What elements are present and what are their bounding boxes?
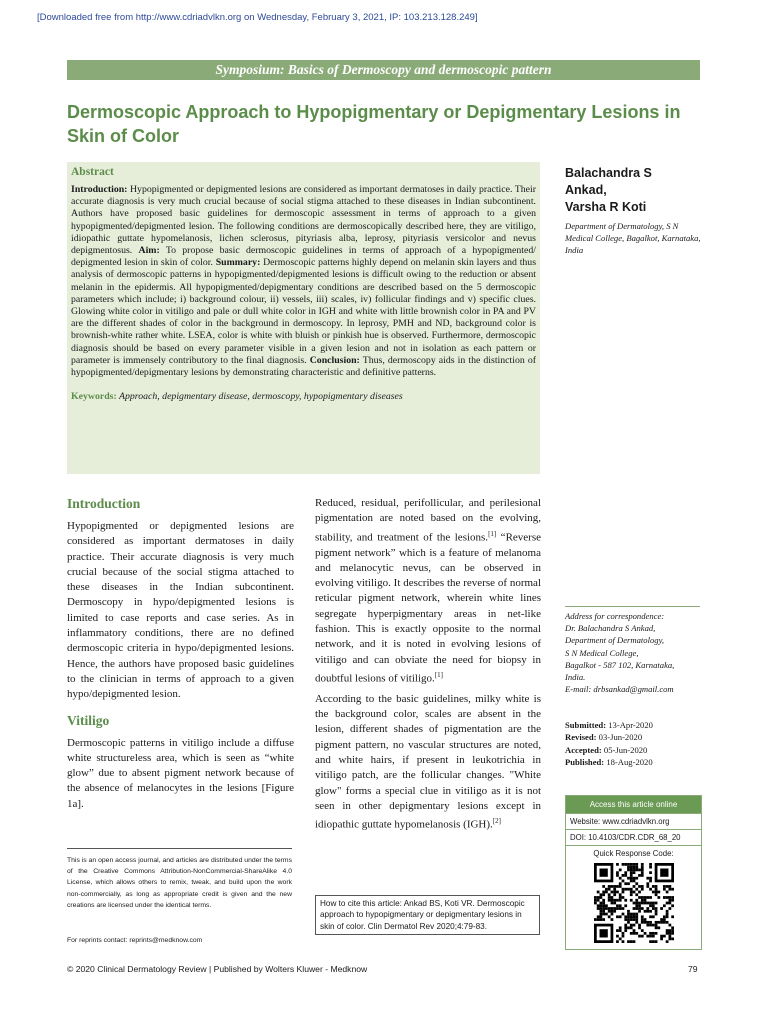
date-submitted — [565, 719, 653, 731]
article-dates — [565, 719, 653, 769]
abstract-text — [71, 184, 536, 379]
correspondence-email: E-mail: drbsankad@gmail.com — [565, 684, 674, 695]
correspondence-label: Address for correspondence: — [565, 611, 665, 621]
introduction-heading: Introduction — [67, 496, 141, 511]
license-note: This is an open access journal, and articles are distributed under the terms of the Creative Commons Attribution-NonCommercial-ShareAlike 4.0 License, which allows others to remix, tweak, and build upon the work non-commercially, as long as appropriate credit is given and the new creations are licensed under the identical terms. — [67, 848, 292, 911]
vitiligo-text: Dermoscopic patterns in vitiligo include a diffuse white structureless area, which is seen as “white glow” due to absent pigment network because of the absence of melanocytes in the lesions [Figure 1a]. — [67, 736, 294, 810]
correspondence-line-4: Bagalkot - 587 102, Karnataka, — [565, 659, 675, 670]
date-published — [565, 756, 653, 768]
introduction-text: Hypopigmented or depigmented lesions are considered as important dermatoses in daily practice. Their accurate diagnosis is very much crucial because of the social stigma attached to these diseases in the Indian subcontinent. Dermoscopy in hypo/depigmented lesions is limited to case reports and case series. As in inflammatory conditions, there are no defined dermoscopic criteria in hypo/depigmented lesions. Hence, the authors have proposed basic guidelines to the clinician in terms of approach to a given hypo/depigmented lesion. — [67, 520, 294, 701]
qr-code-icon[interactable] — [594, 863, 674, 943]
page-footer: © 2020 Clinical Dermatology Review | Published by Wolters Kluwer - Medknow — [67, 964, 368, 974]
column-2 — [315, 496, 541, 833]
correspondence-line-2: Department of Dermatology, — [565, 635, 665, 646]
website-link[interactable]: Website: www.cdriadvlkn.org — [566, 813, 701, 829]
author-affiliation: Department of Dermatology, S N Medical College, Bagalkot, Karnataka, India — [565, 221, 701, 255]
download-notice: [Downloaded free from http://www.cdriadvlkn.org on Wednesday, February 3, 2021, IP: 103.213.128.249] — [37, 12, 478, 23]
correspondence-line-3: S N Medical College, — [565, 647, 639, 658]
cite-box: How to cite this article: Ankad BS, Koti VR. Dermoscopic approach to hypopigmentary or depigmentary lesions in skin of color. Clin Dermatol Rev 2020;4:79-83. — [315, 895, 540, 935]
conclusion-label: Conclusion: — [309, 354, 360, 366]
vitiligo-heading: Vitiligo — [67, 712, 110, 728]
date-revised — [565, 731, 653, 743]
abstract-aim: To propose basic dermoscopic guidelines in terms of approach of a hypopigmented/ depigmented lesion in skin of color. — [71, 245, 536, 269]
accepted-value: 05-Jun-2020 — [603, 744, 648, 755]
abstract-box — [67, 162, 540, 474]
author-line-1: Balachandra S — [565, 166, 652, 180]
author-names — [565, 165, 652, 216]
column-2-paragraph-2 — [315, 692, 541, 833]
para1-part-b: “Reverse pigment network” which is a feature of melanoma and melanocytic nevus, can be observed in evolving vitiligo. It describes the reverse of normal reticular pigment network, wherein white lines segregate hyperpigmentary areas in net-like fashion. This is exactly opposite to the normal network, and it is noted in evolving lesions of vitiligo and can obviate the need for biopsy in doubtful lesions of vitiligo. — [315, 531, 541, 685]
page-number: 79 — [688, 964, 698, 974]
correspondence-block — [565, 606, 700, 695]
date-accepted — [565, 744, 653, 756]
reprints-contact: For reprints contact: reprints@medknow.com — [67, 937, 203, 944]
symposium-banner: Symposium: Basics of Dermoscopy and dermoscopic pattern — [67, 60, 700, 80]
correspondence-line-5: India. — [565, 672, 586, 683]
published-value: 18-Aug-2020 — [606, 757, 653, 768]
submitted-label: Submitted: — [565, 720, 607, 730]
access-article-box — [565, 795, 702, 950]
revised-value: 03-Jun-2020 — [598, 732, 643, 743]
column-1 — [67, 496, 294, 812]
accepted-label: Accepted: — [565, 744, 602, 755]
intro-label: Introduction: — [71, 184, 128, 195]
keywords-text: Approach, depigmentary disease, dermoscopy, hypopigmentary diseases — [119, 391, 403, 403]
correspondence-line-1: Dr. Balachandra S Ankad, — [565, 623, 656, 634]
abstract-conclusion: Thus, dermoscopy aids in the distinction of hypopigmented/depigmentary lesions by demonstrating characteristic and definitive patterns. — [71, 354, 536, 379]
qr-label: Quick Response Code: — [566, 845, 701, 858]
article-title: Dermoscopic Approach to Hypopigmentary or Depigmentary Lesions in Skin of Color — [67, 102, 681, 146]
keywords — [71, 391, 536, 402]
published-label: Published: — [565, 757, 605, 768]
abstract-intro: Hypopigmented or depigmented lesions are considered as important dermatoses in daily practice. Their accurate diagnosis is very much crucial because of social stigma attached to these diseases in Indian subcontinent. Authors have proposed basic guidelines for dermoscopic assessment in terms of approach to a given hypopigmented/depigmented lesion. The following conditions are dermoscopically described here, they are vitiligo, idiopathic guttate hypomelanosis, lichen sclerosus, pityriasis alba, leprosy, pityriasis versicolor and nevus depigmentosus. — [71, 184, 537, 257]
ref-1b: [1] — [434, 670, 443, 679]
ref-2: [2] — [492, 817, 501, 826]
aim-label: Aim: — [138, 245, 160, 257]
submitted-value: 13-Apr-2020 — [608, 720, 653, 730]
doi-link[interactable]: DOI: 10.4103/CDR.CDR_68_20 — [566, 829, 701, 845]
abstract-heading: Abstract — [71, 166, 114, 178]
para1-part-a: Reduced, residual, perifollicular, and perilesional pigmentation are noted based on the evolving, stability, and treatment of the lesions. — [315, 497, 541, 544]
summary-label: Summary: — [215, 257, 261, 269]
keywords-label: Keywords: — [71, 391, 117, 403]
ref-1: [1] — [488, 529, 497, 538]
author-line-3: Varsha R Koti — [565, 200, 647, 214]
access-heading: Access this article online — [566, 796, 701, 813]
para2-text: According to the basic guidelines, milky white is the background color, scales are absent in the lesion, different shades of pigmentation are the pigment pattern, no vascular structures are noted, and white hairs, if present in leukotrichia in vitiligo patch, are the follicular changes. "White glow" forms a special clue in vitiligo as it is not seen in other depigmentary lesions except in idiopathic guttate hypomelanosis (IGH). — [315, 692, 541, 831]
column-2-paragraph-1 — [315, 496, 541, 687]
revised-label: Revised: — [565, 732, 597, 743]
author-line-2: Ankad, — [565, 183, 607, 197]
abstract-summary: Dermoscopic patterns highly depend on melanin skin layers and thus analysis of dermoscopic patterns in hypopigmented/depigmented lesions is difficult owing to the reduction or absent melanin in the epidermis. All hypopigmented/depigmentary conditions are described based on the 5 dermoscopic parameters which include; i) background colour, ii) vessels, iii) scales, iv) follicular findings and v) specific clues. Glowing white color in vitiligo and pale or dull white color in IGH and white with little brownish color in PA and PV are the different shades of color in the background in dermoscopy. In leprosy, PMH and ND, background color is brownish-white rather white. LSEA, color is white with bluish or pinkish hue is observed. Furthermore, dermoscopic diagnosis should be based on every parameter visible in a given lesion and not in isolation as each pattern or parameter is immensely contributory to the final diagnosis. — [71, 257, 537, 366]
